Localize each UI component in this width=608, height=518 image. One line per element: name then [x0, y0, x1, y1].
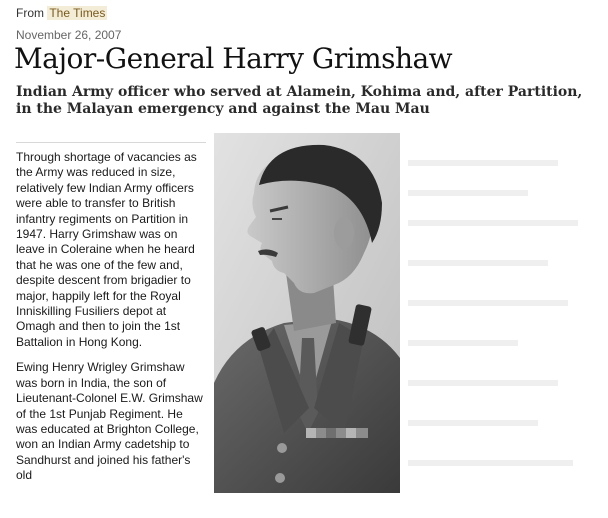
portrait-photo [214, 133, 400, 493]
portrait-photo-image [214, 133, 400, 493]
body-paragraph: Ewing Henry Wrigley Grimshaw was born in India, the son of Lieutenant-Colonel E.W. Grimshaw of the 1st Punjab Regiment. He was educated at Brighton College, won an Indian Army cadetship to Sandhurst and joined his father's old [16, 360, 203, 483]
publication-link[interactable]: The Times [49, 6, 106, 20]
publish-date: November 26, 2007 [16, 28, 122, 42]
faint-background-text [408, 150, 598, 490]
divider [16, 142, 206, 143]
source-prefix: From [16, 6, 44, 20]
page-title: Major-General Harry Grimshaw [14, 42, 453, 75]
article-subtitle: Indian Army officer who served at Alamein, Kohima and, after Partition, in the Malayan emergency and against the Mau Mau [16, 84, 583, 117]
body-paragraph: Through shortage of vacancies as the Army was reduced in size, relatively few Indian Army officers were able to transfer to British infantry regiments on Partition in 1947. Harry Grimshaw was on leave in Coleraine when he heard that he was one of the few and, despite descent from brigadier to major, happily left for the Royal Inniskilling Fusiliers depot at Omagh and then to join the 1st Battalion in Hong Kong. [16, 150, 197, 349]
article-source [16, 6, 107, 20]
article-body [16, 150, 206, 494]
